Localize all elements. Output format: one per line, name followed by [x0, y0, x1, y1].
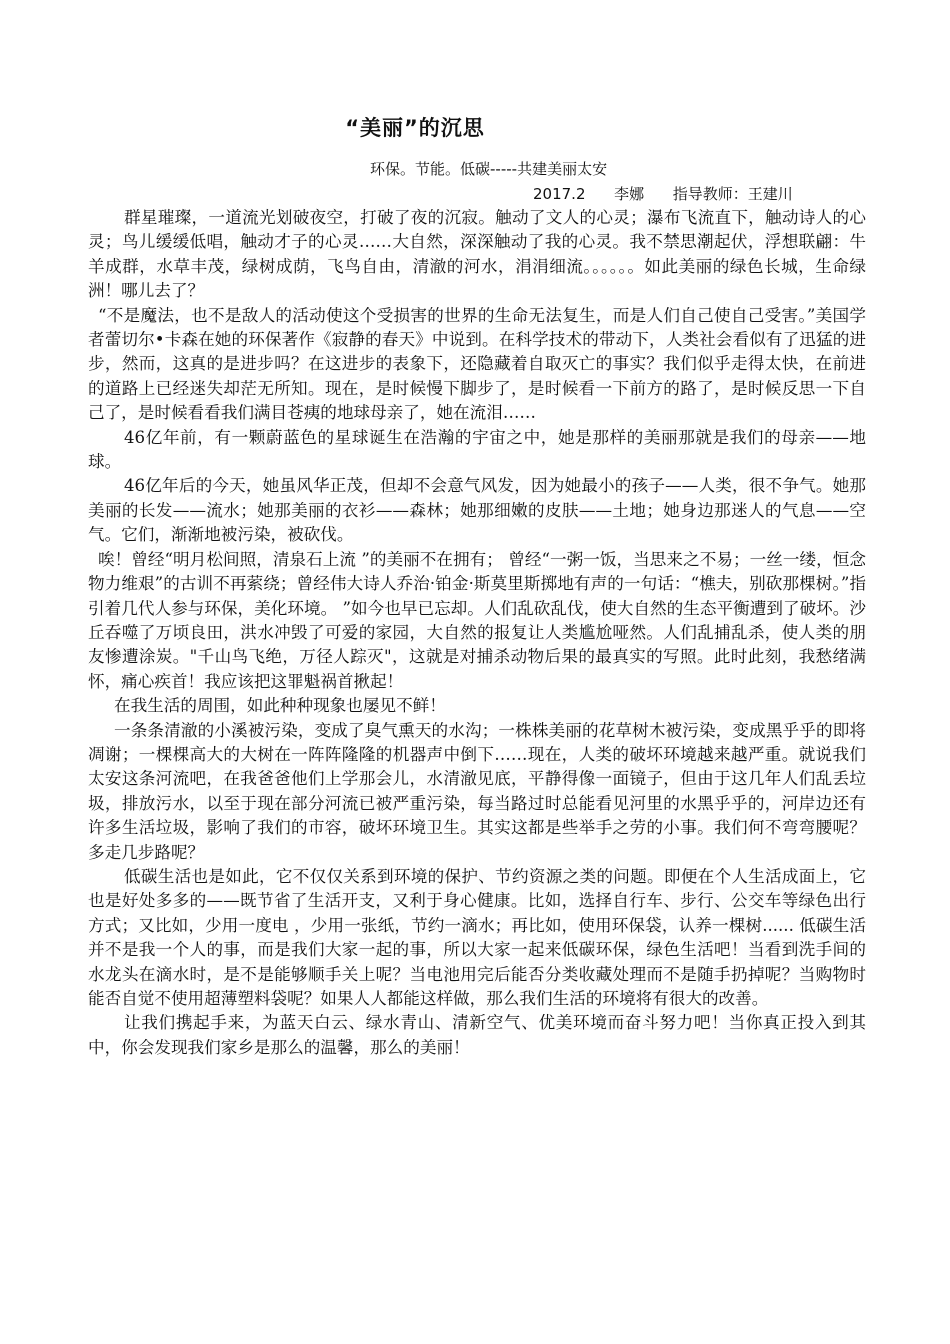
- paragraph: 一条条清澈的小溪被污染，变成了臭气熏天的水沟；一株株美丽的花草树木被污染，变成黑乎乎的即将凋谢；一棵棵高大的大树在一阵阵隆隆的机器声中倒下……现在，人类的破坏环境越来越严重。就说我们太安这条河流吧，在我爸爸他们上学那会儿，水清澈见底，平静得像一面镜子，但由于这几年人们乱丢垃圾，排放污水，以至于现在部分河流已被严重污染，每当路过时总能看见河里的水黑乎乎的，河岸边还有许多生活垃圾，影响了我们的市容，破坏环境卫生。其实这都是些举手之劳的小事。我们何不弯弯腰呢？多走几步路呢？: [88, 720, 866, 862]
- paragraph: 让我们携起手来，为蓝天白云、绿水青山、清新空气、优美环境而奋斗努力吧！当你真正投入到其中，你会发现我们家乡是那么的温馨，那么的美丽！: [88, 1013, 866, 1057]
- paragraph: 在我生活的周围，如此种种现象也屡见不鲜！: [114, 696, 446, 716]
- paragraph: 唉！曾经“明月松间照，清泉石上流 ”的美丽不在拥有； 曾经“一粥一饭，当思来之不易；一丝一缕，恒念物力维艰”的古训不再萦绕；曾经伟大诗人乔治·铂金·斯莫里斯掷地有声的一句话：“樵夫，别砍那棵树。”指引着几代人参与环保，美化环境。 ”如今也早已忘却。人们乱砍乱伐，使大自然的生态平衡遭到了破坏。沙丘吞噬了万顷良田，洪水冲毁了可爱的家园，大自然的报复让人类尴尬哑然。人们乱捕乱杀，使人类的朋友惨遭涂炭。"千山鸟飞绝，万径人踪灭"，这就是对捕杀动物后果的最真实的写照。此时此刻，我愁绪满怀，痛心疾首！我应该把这罪魁祸首揪起！: [88, 549, 866, 691]
- document-byline: 2017.2 李娜 指导教师：王建川: [533, 185, 793, 203]
- paragraph: 群星璀璨，一道流光划破夜空，打破了夜的沉寂。触动了文人的心灵；瀑布飞流直下，触动诗人的心灵；鸟儿缓缓低唱，触动才子的心灵……大自然，深深触动了我的心灵。我不禁思潮起伏，浮想联翩：牛羊成群，水草丰茂，绿树成荫，飞鸟自由，清澈的河水，涓涓细流。。。。。。如此美丽的绿色长城，生命绿洲！哪儿去了？: [88, 208, 866, 301]
- paragraph: 46亿年后的今天，她虽风华正茂，但却不会意气风发，因为她最小的孩子——人类，很不争气。她那美丽的长发——流水；她那美丽的衣衫——森林；她那细嫩的皮肤——土地；她身边那迷人的气息——空气。它们，渐渐地被污染，被砍伐。: [88, 476, 866, 545]
- document-subtitle: 环保。节能。低碳-----共建美丽太安: [370, 160, 608, 178]
- document-body: [88, 206, 866, 1060]
- document-title: “美丽”的沉思: [345, 116, 485, 140]
- paragraph: 低碳生活也是如此，它不仅仅关系到环境的保护、节约资源之类的问题。即便在个人生活成面上，它也是好处多多的——既节省了生活开支，又利于身心健康。比如，选择自行车、步行、公交车等绿色出行方式；又比如，少用一度电 ，少用一张纸，节约一滴水；再比如，使用环保袋，认养一棵树...... 低碳生活并不是我一个人的事，而是我们大家一起的事，所以大家一起来低碳环保，绿色生活吧！当看到洗手间的水龙头在滴水时，是不是能够顺手关上呢？当电池用完后能否分类收藏处理而不是随手扔掉呢？当购物时能否自觉不使用超薄塑料袋呢？如果人人都能这样做，那么我们生活的环境将有很大的改善。: [88, 866, 866, 1008]
- paragraph: 46亿年前，有一颗蔚蓝色的星球诞生在浩瀚的宇宙之中，她是那样的美丽那就是我们的母亲——地球。: [88, 427, 866, 472]
- paragraph: “不是魔法，也不是敌人的活动使这个受损害的世界的生命无法复生，而是人们自己使自己受害。”美国学者蕾切尔•卡森在她的环保著作《寂静的春天》中说到。在科学技术的带动下，人类社会看似有了迅猛的进步，然而，这真的是进步吗？在这进步的表象下，还隐藏着自取灭亡的事实？我们似乎走得太快，在前进的道路上已经迷失却茫无所知。现在，是时候慢下脚步了，是时候看一下前方的路了，是时候反思一下自己了，是时候看看我们满目苍痍的地球母亲了，她在流泪……: [88, 305, 866, 423]
